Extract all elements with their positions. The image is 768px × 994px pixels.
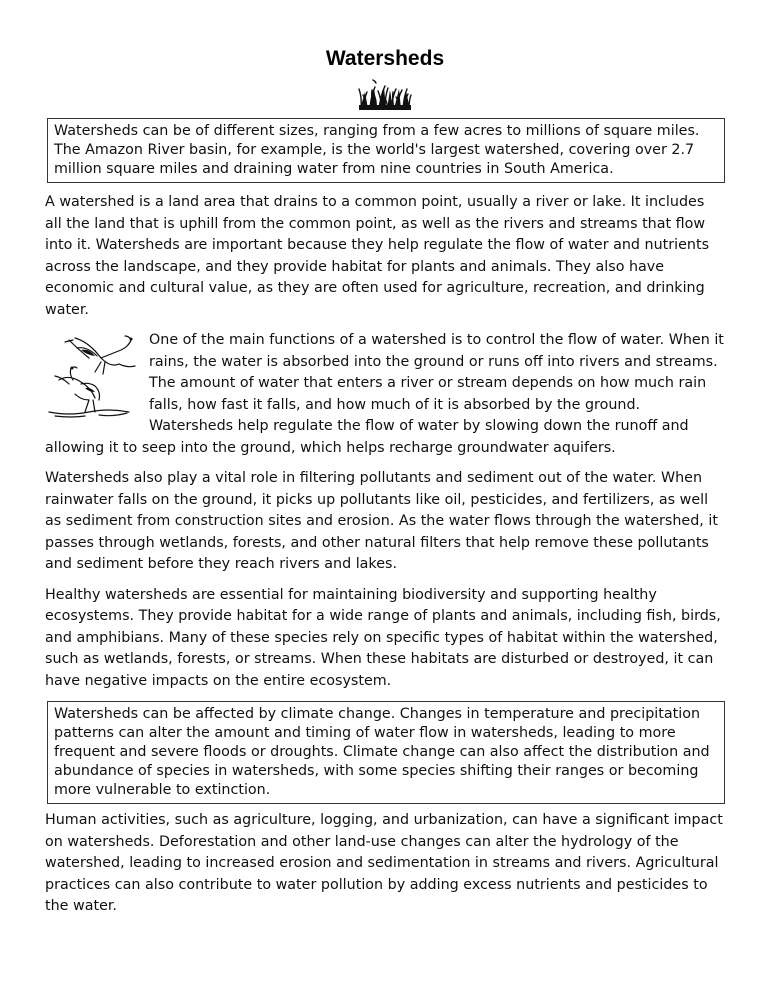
callout-box-sizes: Watersheds can be of different sizes, ranging from a few acres to millions of square miles. The Amazon River basin, for example, is the world's largest watershed, covering over 2.7 million square miles and draining water from nine countries in South America. [47,118,725,183]
paragraph-definition: A watershed is a land area that drains to a common point, usually a river or lake. It includes all the land that is uphill from the common point, as well as the rivers and streams that flow into it. Watersheds are important because they help regulate the flow of water and nutrients across the landscape, and they provide habitat for plants and animals. They also have economic and cultural value, as they are often used for agriculture, recreation, and drinking water. [45,194,710,318]
paragraph-biodiversity: Healthy watersheds are essential for maintaining biodiversity and supporting healthy ecosystems. They provide habitat for a wide range of plants and animals, including fish, birds, and amphibians. Many of these species rely on specific types of habitat within the watershed, such as wetlands, forests, or streams. When these habitats are disturbed or destroyed, it can have negative impacts on the entire ecosystem. [45,586,721,689]
paragraph-human-activities: Human activities, such as agriculture, logging, and urbanization, can have a significant impact on watersheds. Deforestation and other land-use changes can alter the hydrology of the watershed, leading to increased erosion and sedimentation in streams and rivers. Agricultural practices can also contribute to water pollution by adding excess nutrients and pesticides to the water. [45,812,723,914]
paragraph-filtering: Watersheds also play a vital role in filtering pollutants and sediment out of the water. When rainwater falls on the ground, it picks up pollutants like oil, pesticides, and fertilizers, as well as sediment from construction sites and erosion. As the water flows through the watershed, it passes through wetlands, forests, and other natural filters that help remove these pollutants and sediment before they reach rivers and lakes. [45,470,718,572]
cranes-icon [45,332,145,418]
page-title: Watersheds [325,47,445,70]
worksheet-page [45,0,725,918]
cranes-illustration [45,332,145,418]
paragraph-water-flow: One of the main functions of a watershed is to control the flow of water. When it rains, the water is absorbed into the ground or runs off into rivers and streams. The amount of water that enters a river or stream depends on how much rain falls, how fast it falls, and how much of it is absorbed by the ground. Watersheds help regulate the flow of water by slowing down the runoff and allowing it to seep into the ground, which helps recharge groundwater aquifers. [45,332,724,456]
grass-tuft-icon [357,78,413,110]
callout-box-climate: Watersheds can be affected by climate change. Changes in temperature and precipitation patterns can alter the amount and timing of water flow in watersheds, leading to more frequent and severe floods or droughts. Climate change can also affect the distribution and abundance of species in watersheds, with some species shifting their ranges or becoming more vulnerable to extinction. [47,701,725,804]
